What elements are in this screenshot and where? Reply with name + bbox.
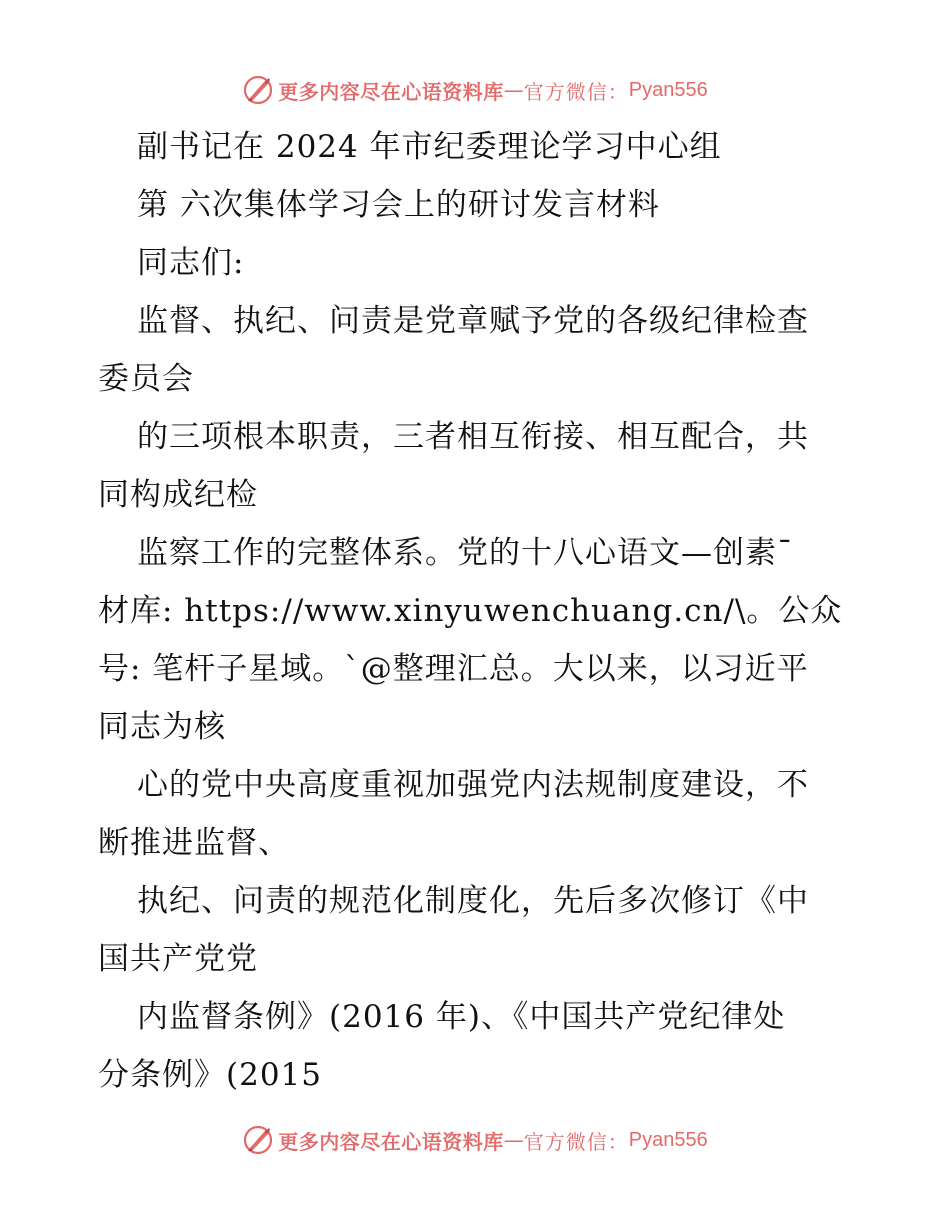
document-line: 国共产党党 [98,941,258,977]
document-line: 第 六次集体学习会上的研讨发言材料 [137,187,660,223]
document-text [98,118,858,1104]
document-line: 同构成纪检 [98,477,258,513]
document-line: 副书记在 2024 年市纪委理论学习中心组 [137,129,722,165]
quill-logo-icon [242,1124,274,1156]
document-line: 材库: https://www.xinyuwenchuang.cn/\。公众 [98,593,843,629]
watermark-main-text: 更多内容尽在心语资料库 [278,79,504,104]
document-line: 委员会 [98,361,194,397]
document-line: 同志为核 [98,709,226,745]
watermark-sub-text: 官方微信： [523,1129,629,1154]
document-body [98,118,858,1104]
document-line: 号: 笔杆子星域。`@整理汇总。大以来，以习近平 [98,651,809,687]
watermark-footer [0,1120,950,1160]
watermark-header [0,70,950,110]
watermark-dash: — [503,78,524,102]
watermark-main-text: 更多内容尽在心语资料库 [278,1129,504,1154]
quill-logo-icon [242,74,274,106]
document-line: 监督、执纪、问责是党章赋予党的各级纪律检查 [137,303,809,339]
document-line: 心的党中央高度重视加强党内法规制度建设，不 [137,767,809,803]
document-line: 监察工作的完整体系。党的十八心语文—创素¯ [137,535,794,571]
watermark-dash: — [503,1128,524,1152]
watermark-id: Pyan556 [628,78,708,101]
watermark-id: Pyan556 [628,1128,708,1151]
document-line: 执纪、问责的规范化制度化，先后多次修订《中 [137,883,809,919]
document-line: 内监督条例》(2016 年)、《中国共产党纪律处 [137,999,786,1035]
watermark-sub-text: 官方微信： [523,79,629,104]
document-line: 断推进监督、 [98,825,290,861]
document-line: 同志们: [137,245,245,281]
document-line: 分条例》(2015 [98,1057,322,1093]
document-line: 的三项根本职责，三者相互衔接、相互配合，共 [137,419,809,455]
